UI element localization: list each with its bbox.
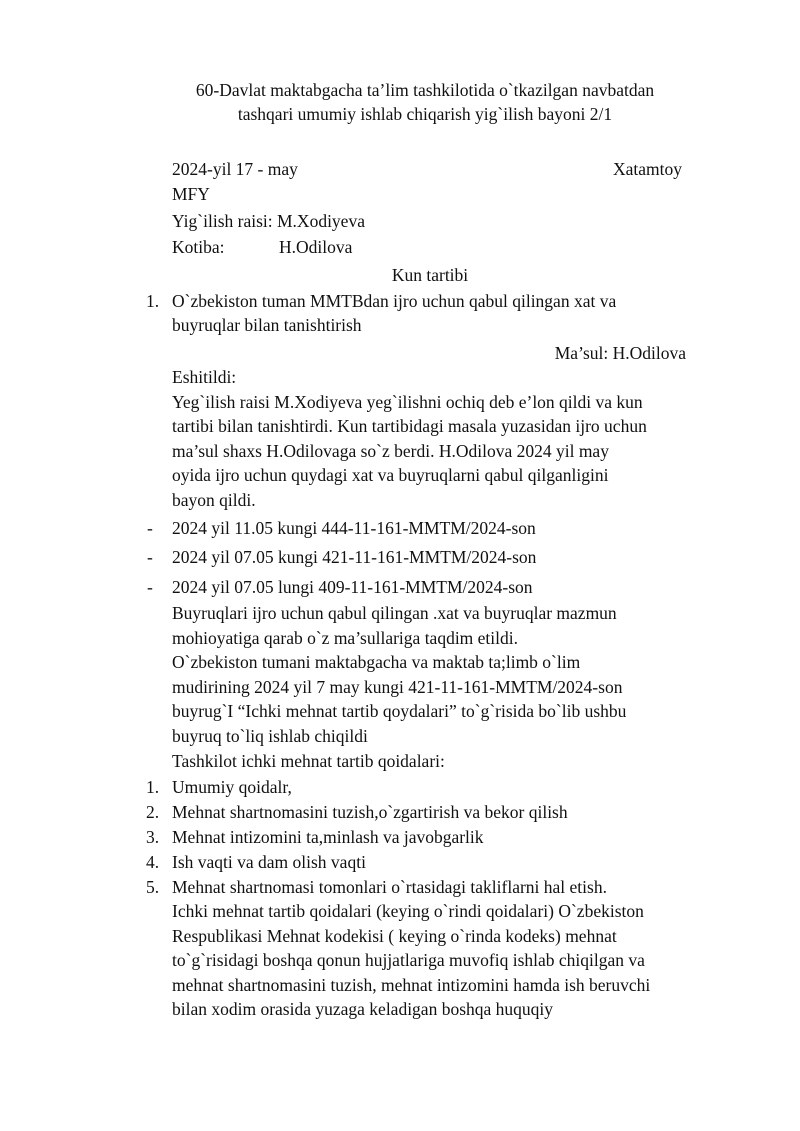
heard-line: Yeg`ilish raisi M.Xodiyeva yeg`ilishni ochiq deb e’lon qildi va kun	[172, 391, 643, 412]
heard-line: ma’sul shaxs H.Odilovaga so`z berdi. H.Odilova 2024 yil may	[172, 440, 609, 461]
order-marker: -	[147, 547, 153, 567]
body-line: mohioyatiga qarab o`z ma’sullariga taqdim etildi.	[172, 627, 519, 648]
order-item: 2024 yil 11.05 kungi 444-11-161-MMTM/2024-son	[172, 518, 536, 538]
rule-item: Umumiy qoidalr,	[172, 777, 292, 797]
document-title	[120, 78, 730, 126]
order-marker: -	[147, 518, 153, 538]
closing-line: to`g`risidagi boshqa qonun hujjatlariga muvofiq ishlab chiqilgan va	[172, 950, 645, 971]
rule-item: Mehnat intizomini ta,minlash va javobgarlik	[172, 827, 484, 847]
body-line: Tashkilot ichki mehnat tartib qoidalari:	[172, 750, 445, 771]
rule-number: 1.	[146, 777, 160, 797]
closing-line: Respublikasi Mehnat kodekisi ( keying o`rinda kodeks) mehnat	[172, 925, 617, 946]
closing-section	[172, 899, 687, 1022]
heard-section	[172, 365, 687, 512]
title-line-1: 60-Davlat maktabgacha ta’lim tashkilotida o`tkazilgan navbatdan	[195, 80, 655, 100]
date-place-row	[172, 157, 682, 181]
order-item: 2024 yil 07.05 kungi 421-11-161-MMTM/2024-son	[172, 547, 537, 567]
agenda-item-line: O`zbekiston tuman MMTBdan ijro uchun qabul qilingan xat va	[172, 291, 617, 311]
heard-line: oyida ijro uchun quydagi xat va buyruqlarni qabul qilganligini	[172, 465, 609, 485]
meeting-place: Xatamtoy	[612, 159, 682, 179]
agenda-item-number: 1.	[146, 291, 160, 311]
agenda-responsible: Ma’sul: H.Odilova	[554, 343, 686, 363]
rule-number: 4.	[146, 852, 160, 872]
closing-line: Ichki mehnat tartib qoidalari (keying o`rindi qoidalari) O`zbekiston	[172, 901, 644, 921]
rule-item: Mehnat shartnomasini tuzish,o`zgartirish va bekor qilish	[172, 802, 568, 822]
meeting-date: 2024-yil 17 - may	[172, 159, 298, 179]
body-line: buyruq to`liq ishlab chiqildi	[172, 725, 368, 746]
agenda-heading: Kun tartibi	[391, 265, 469, 285]
rule-number: 3.	[146, 827, 160, 847]
rule-number: 5.	[146, 877, 160, 897]
order-marker: -	[147, 577, 153, 597]
rule-number: 2.	[146, 802, 160, 822]
agenda-item	[172, 289, 687, 337]
body-line: O`zbekiston tumani maktabgacha va maktab ta;limb o`lim	[172, 652, 581, 673]
secretary-label: Kotiba:	[172, 237, 225, 257]
meeting-place-continued: MFY	[172, 184, 210, 204]
meeting-secretary	[172, 235, 682, 259]
meeting-chair: Yig`ilish raisi: M.Xodiyeva	[172, 211, 365, 231]
heard-label: Eshitildi:	[172, 367, 237, 387]
body-line: buyrug`I “Ichki mehnat tartib qoydalari” to`g`risida bo`lib ushbu	[172, 701, 627, 722]
body-section	[172, 601, 687, 773]
closing-line: mehnat shartnomasini tuzish, mehnat intizomini hamda ish beruvchi	[172, 974, 651, 995]
heard-line: bayon qildi.	[172, 489, 256, 510]
heard-line: tartibi bilan tanishtirdi. Kun tartibidagi masala yuzasidan ijro uchun	[172, 416, 647, 436]
body-line: Buyruqlari ijro uchun qabul qilingan .xat va buyruqlar mazmun	[172, 603, 617, 623]
body-line: mudirining 2024 yil 7 may kungi 421-11-161-MMTM/2024-son	[172, 676, 623, 697]
closing-line: bilan xodim orasida yuzaga keladigan boshqa huquqiy	[172, 999, 554, 1020]
agenda-item-line: buyruqlar bilan tanishtirish	[172, 315, 362, 335]
order-item: 2024 yil 07.05 lungi 409-11-161-MMTM/2024-son	[172, 577, 533, 597]
rule-item: Mehnat shartnomasi tomonlari o`rtasidagi takliflarni hal etish.	[172, 877, 607, 897]
secretary-name: H.Odilova	[279, 237, 353, 257]
rule-item: Ish vaqti va dam olish vaqti	[172, 852, 366, 872]
title-line-2: tashqari umumiy ishlab chiqarish yig`ilish bayoni 2/1	[237, 104, 613, 124]
